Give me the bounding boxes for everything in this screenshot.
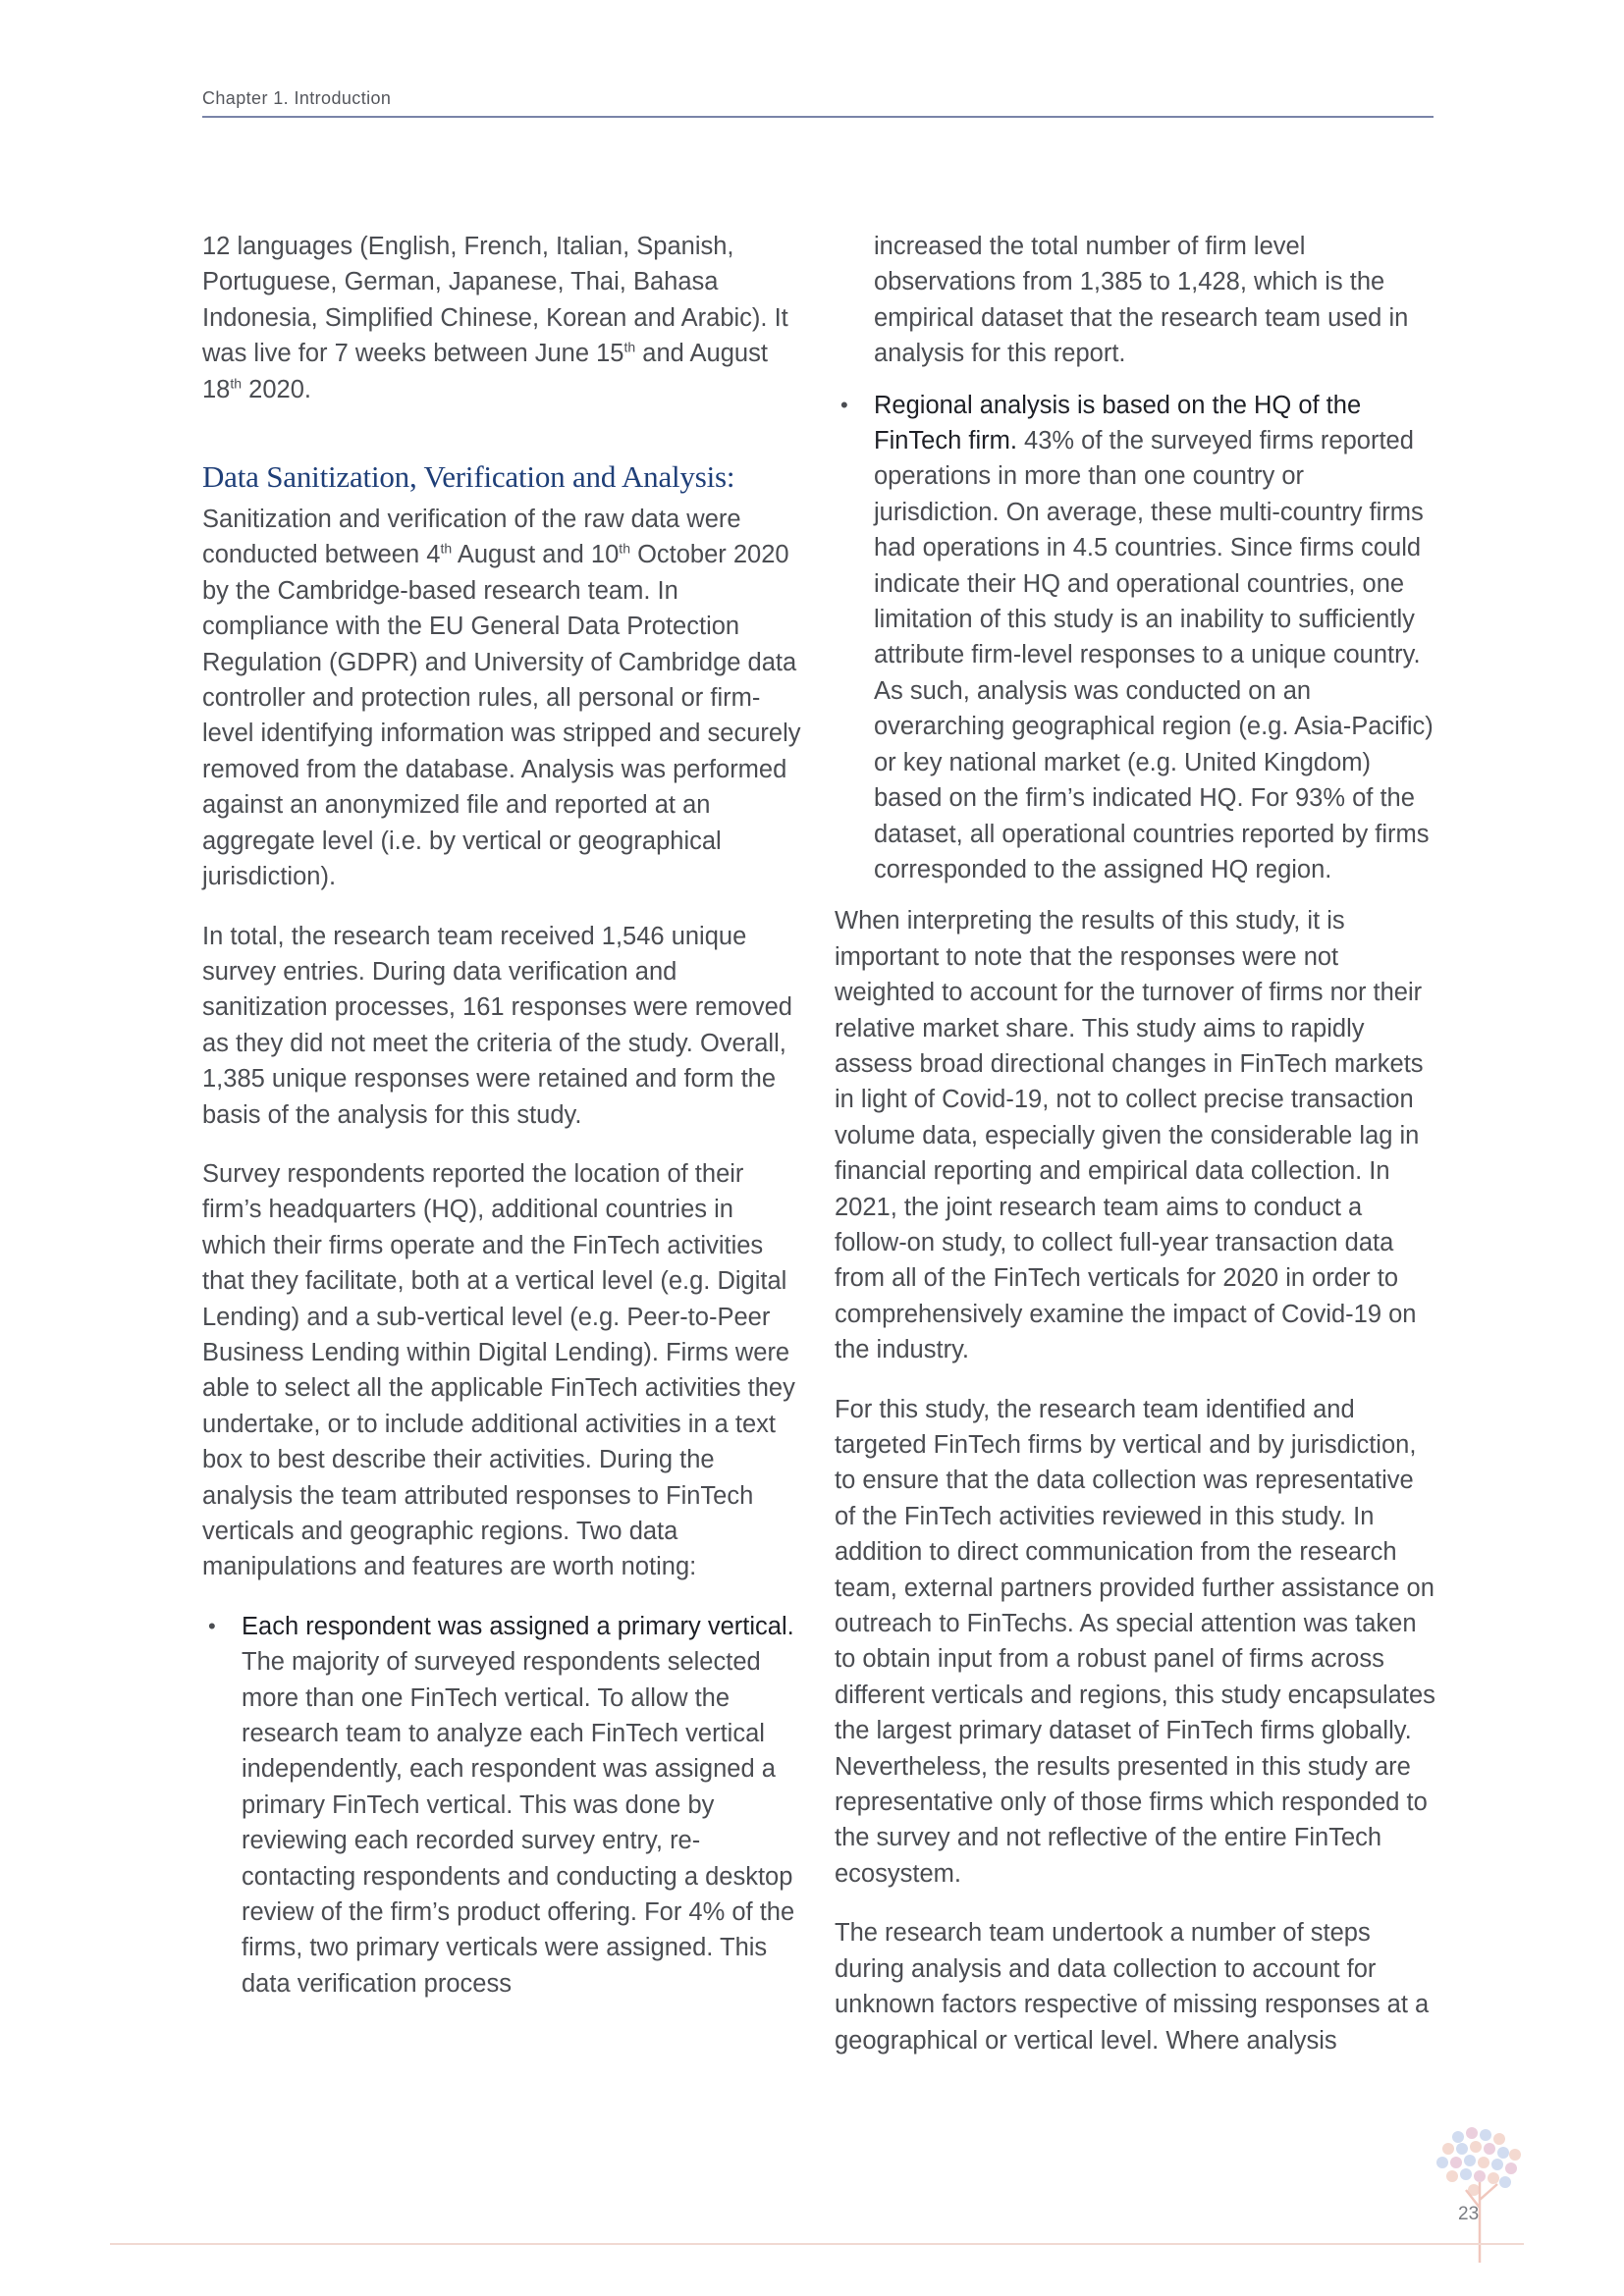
intro-paragraph: 12 languages (English, French, Italian, Spanish, Portuguese, German, Japanese, Thai, Bahasa Indonesia, Simplified Chinese, Korean and Arabic). It was live for 7 weeks between June 15th and August 18th 2020.: [202, 233, 788, 403]
bullet-body: The majority of surveyed respondents selected more than one FinTech vertical. To allow the research team to analyze each FinTech vertical independently, each respondent was assigned a primary FinTech vertical. This was done by reviewing each recorded survey entry, re-contacting respondents and conducting a desktop review of the firm’s product offering. For 4% of the firms, two primary verticals were assigned. This data verification process: [242, 1648, 795, 1998]
right-column: [835, 229, 1435, 2082]
page-header: [202, 88, 1434, 118]
bullet-body: 43% of the surveyed firms reported operations in more than one country or jurisdiction. On average, these multi-country firms had operations in 4.5 countries. Since firms could indicate their HQ and operational countries, one limitation of this study is an inability to sufficiently attribute firm-level responses to a unique country. As such, analysis was conducted on an overarching geographical region (e.g. Asia-Pacific) or key national market (e.g. United Kingdom) based on the firm’s indicated HQ. For 93% of the dataset, all operational countries reported by firms corresponded to the assigned HQ region.: [874, 427, 1434, 883]
chapter-title: Chapter 1. Introduction: [202, 88, 392, 108]
total-entries-paragraph: In total, the research team received 1,546 unique survey entries. During data verification and sanitization processes, 161 responses were removed as they did not meet the criteria of the study. Overall, 1,385 unique responses were retained and form the basis of the analysis for this study.: [202, 922, 792, 1129]
section-heading: Data Sanitization, Verification and Analysis:: [202, 459, 735, 495]
bullet-dot-icon: •: [208, 1613, 216, 1638]
survey-respondents-paragraph: Survey respondents reported the location of their firm’s headquarters (HQ), additional countries in which their firms operate and the FinTech activities that they facilitate, both at a vertical level (e.g. Digital Lending) and a sub-vertical level (e.g. Peer-to-Peer Business Lending within Digital Lending). Firms were able to select all the applicable FinTech activities they undertake, or to include additional activities in a text box to best describe their activities. During the analysis the team attributed responses to FinTech verticals and geographic regions. Two data manipulations and features are worth noting:: [202, 1159, 795, 1581]
bullet-lead: Regional analysis is based on the HQ of the FinTech firm.: [874, 391, 1362, 455]
decorative-tree-icon: [1429, 2125, 1537, 2263]
bullet-regional-analysis: [835, 388, 1435, 888]
bullet-dot-icon: •: [840, 392, 848, 417]
footer-divider: [110, 2243, 1524, 2245]
sanitization-paragraph: Sanitization and verification of the raw data were conducted between 4th August and 10th October 2020 by the Cambridge-based research team. In compliance with the EU General Data Protection Regulation (GDPR) and University of Cambridge data controller and protection rules, all personal or firm-level identifying information was stripped and securely removed from the database. Analysis was performed against an anonymized file and reported at an aggregate level (i.e. by vertical or geographical jurisdiction).: [202, 506, 801, 891]
bullet-list: [202, 1609, 801, 2002]
bullet-lead: Each respondent was assigned a primary vertical.: [242, 1612, 794, 1640]
targeted-firms-paragraph: For this study, the research team identified and targeted FinTech firms by vertical and by jurisdiction, to ensure that the data collection was representative of the FinTech activities reviewed in this study. In addition to direct communication from the research team, external partners provided further assistance on outreach to FinTechs. As special attention was taken to obtain input from a robust panel of firms across different verticals and regions, this study encapsulates the largest primary dataset of FinTech firms globally. Nevertheless, the results presented in this study are representative only of those firms which responded to the survey and not reflective of the entire FinTech ecosystem.: [835, 1395, 1435, 1888]
continuation-paragraph: increased the total number of firm level observations from 1,385 to 1,428, which is the empirical dataset that the research team used in analysis for this report.: [874, 233, 1409, 368]
bullet-list: [835, 388, 1435, 888]
interpreting-results-paragraph: When interpreting the results of this study, it is important to note that the responses were not weighted to account for the turnover of firms nor their relative market share. This study aims to rapidly assess broad directional changes in FinTech markets in light of Covid-19, not to collect precise transaction volume data, especially given the considerable lag in financial reporting and empirical data collection. In 2021, the joint research team aims to conduct a follow-on study, to collect full-year transaction data from all of the FinTech verticals for 2020 in order to comprehensively examine the impact of Covid-19 on the industry.: [835, 907, 1424, 1364]
research-steps-paragraph: The research team undertook a number of steps during analysis and data collection to account for unknown factors respective of missing responses at a geographical or vertical level. Where analysis: [835, 1919, 1430, 2055]
bullet-primary-vertical: [202, 1609, 801, 2002]
page-number: 23: [1458, 2204, 1480, 2224]
left-column: [202, 229, 801, 2017]
